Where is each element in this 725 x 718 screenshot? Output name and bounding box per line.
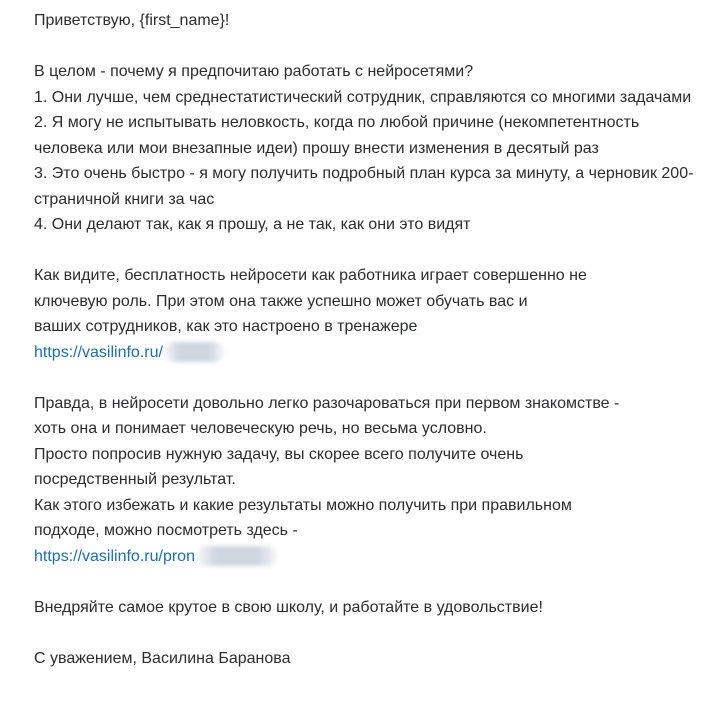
truth-paragraph-line: подходе, можно посмотреть здесь - (34, 522, 298, 539)
trainer-link-line (34, 340, 704, 366)
truth-paragraph-line: посредственный результат. (34, 471, 236, 488)
free-paragraph-line: Как видите, бесплатность нейросети как работника играет совершенно не (34, 267, 587, 284)
reason-item-3: 3. Это очень быстро - я могу получить подробный план курса за минуту, а черновик 200-страничной книги за час (34, 165, 694, 208)
email-body (34, 8, 704, 671)
greeting: Приветствую, {first_name}! (34, 12, 230, 29)
reason-item-4: 4. Они делают так, как я прошу, а не так, как они это видят (34, 216, 471, 233)
truth-paragraph-line: хоть она и понимает человеческую речь, но весьма условно. (34, 420, 487, 437)
spacer (34, 238, 704, 264)
free-paragraph-line: ключевую роль. При этом она также успешно может обучать вас и (34, 292, 528, 310)
truth-paragraph-line: Как этого избежать и какие результаты можно получить при правильном (34, 496, 572, 514)
reason-item-1: 1. Они лучше, чем среднестатистический сотрудник, справляются со многими задачами (34, 88, 692, 106)
spacer (34, 569, 704, 595)
call-to-action: Внедряйте самое крутое в свою школу, и работайте в удовольствие! (34, 598, 543, 616)
free-paragraph-line: ваших сотрудников, как это настроено в тренажере (34, 318, 418, 335)
spacer (34, 620, 704, 646)
spacer (34, 34, 704, 60)
truth-paragraph-line: Просто попросив нужную задачу, вы скорее всего получите очень (34, 445, 524, 463)
spacer (34, 365, 704, 391)
signature: С уважением, Василина Баранова (34, 649, 291, 667)
promo-link-line (34, 544, 704, 570)
why-heading: В целом - почему я предпочитаю работать с нейросетями? (34, 63, 474, 80)
reason-item-2: 2. Я могу не испытывать неловкость, когда по любой причине (некомпетентность человека или мои внезапные идеи) прошу внести изменения в десятый раз (34, 114, 640, 157)
redacted-blur (164, 342, 224, 362)
truth-paragraph-line: Правда, в нейросети довольно легко разочароваться при первом знакомстве - (34, 394, 620, 412)
trainer-link[interactable]: https://vasilinfo.ru/ (34, 343, 163, 361)
redacted-blur (196, 546, 278, 566)
promo-link[interactable]: https://vasilinfo.ru/pron (34, 547, 195, 565)
